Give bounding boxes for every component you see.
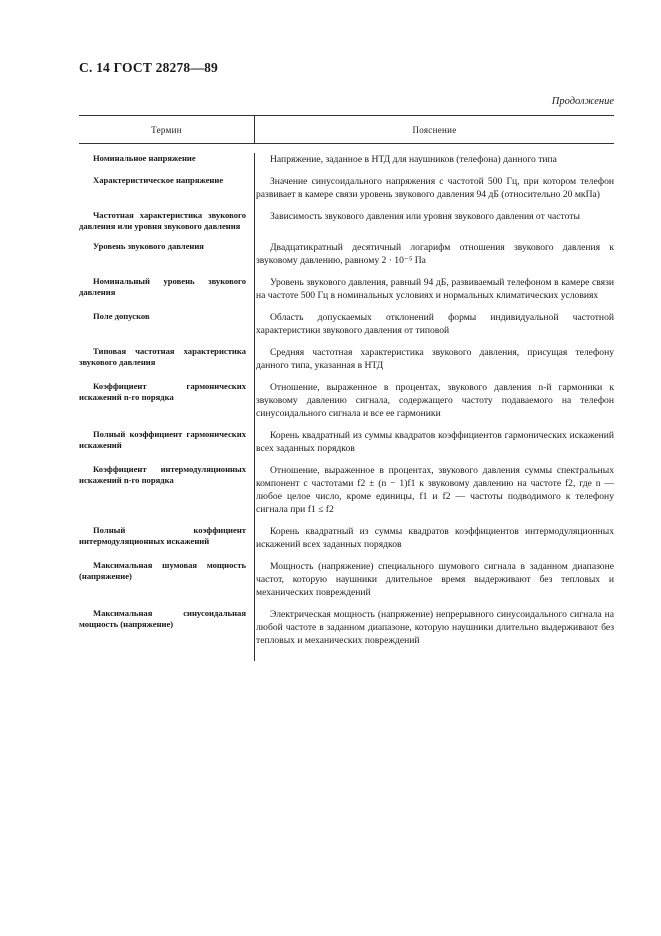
term-cell: Полный коэффициент гармонических искажений [79,429,246,450]
term-cell: Полный коэффициент интермодуляционных искажений [79,525,246,546]
table-row [79,608,614,647]
table-row [79,276,614,302]
explanation-cell: Корень квадратный из суммы квадратов коэффициентов гармонических искажений всех заданных порядков [256,430,614,454]
term-cell: Номинальный уровень звукового давления [79,276,246,297]
explanation-cell: Мощность (напряжение) специального шумового сигнала в заданном диапазоне частот, которую наушники длительное время выдерживают без тепловых и механических повреждений [256,561,614,598]
term-cell: Характеристическое напряжение [93,175,224,185]
term-cell: Типовая частотная характеристика звукового давления [79,346,246,367]
explanation-cell: Электрическая мощность (напряжение) непрерывного синусоидального сигнала на любой частоте в заданном диапазоне, которую наушники длительно выдерживают без тепловых и механических повреждений [256,609,614,646]
explanation-cell: Отношение, выраженное в процентах, звукового давления суммы спектральных компонент с частотами f2 ± (n − 1)f1 к звуковому давлению на частоте f2, где n — любое целое число, кроме единицы, f1 и f2 — частоты подводимого к телефону сигнала при f1 ≤ f2 [256,465,614,515]
table-row [79,175,614,201]
table-body [79,153,614,647]
explanation-cell: Напряжение, заданное в НТД для наушников (телефона) данного типа [270,154,557,165]
explanation-cell: Значение синусоидального напряжения с частотой 500 Гц, при котором телефон развивает в камере связи уровень звукового давления 94 дБ (относительно 20 мкПа) [256,176,614,200]
terms-table [79,115,614,647]
page-title: С. 14 ГОСТ 28278—89 [79,60,218,75]
explanation-cell: Корень квадратный из суммы квадратов коэффициентов интермодуляционных искажений всех заданных порядков [256,526,614,550]
table-row [79,153,614,166]
explanation-cell: Зависимость звукового давления или уровня звукового давления от частоты [270,211,580,222]
table-row [79,429,614,455]
table-header [79,116,614,144]
term-cell: Уровень звукового давления [93,241,204,251]
column-header-explanation: Пояснение [412,124,457,135]
term-cell: Коэффициент гармонических искажений n-го порядка [79,381,246,402]
continuation-label: Продолжение [551,96,614,107]
table-row [79,464,614,516]
table-row [79,311,614,337]
column-header-term: Термин [79,116,255,143]
term-cell: Частотная характеристика звукового давления или уровня звукового давления [79,210,246,231]
table-row [79,525,614,551]
term-cell: Максимальная шумовая мощность (напряжение) [79,560,246,581]
term-cell: Коэффициент интермодуляционных искажений n-го порядка [79,464,246,485]
explanation-cell: Средняя частотная характеристика звукового давления, присущая телефону данного типа, указанная в НТД [256,347,614,371]
column-divider [254,153,255,661]
explanation-cell: Отношение, выраженное в процентах, звукового давления n-й гармоники к звуковому давлению сигнала, содержащего частоту подаваемого на телефон синусоидального сигнала и все ее гармоники [256,382,614,419]
table-row [79,381,614,420]
term-cell: Максимальная синусоидальная мощность (напряжение) [79,608,246,629]
table-row [79,210,614,232]
explanation-cell: Уровень звукового давления, равный 94 дБ, развиваемый телефоном в камере связи на частоте 500 Гц в номинальных условиях и нормальных климатических условиях [256,277,614,301]
table-row [79,560,614,599]
explanation-cell: Двадцатикратный десятичный логарифм отношения звукового давления к звуковому давлению, равному 2 · 10⁻⁵ Па [256,242,614,266]
table-row [79,241,614,267]
term-cell: Номинальное напряжение [93,153,196,163]
table-row [79,346,614,372]
explanation-cell: Область допускаемых отклонений формы индивидуальной частотной характеристики звукового давления от типовой [256,312,614,336]
term-cell: Поле допусков [93,311,150,321]
